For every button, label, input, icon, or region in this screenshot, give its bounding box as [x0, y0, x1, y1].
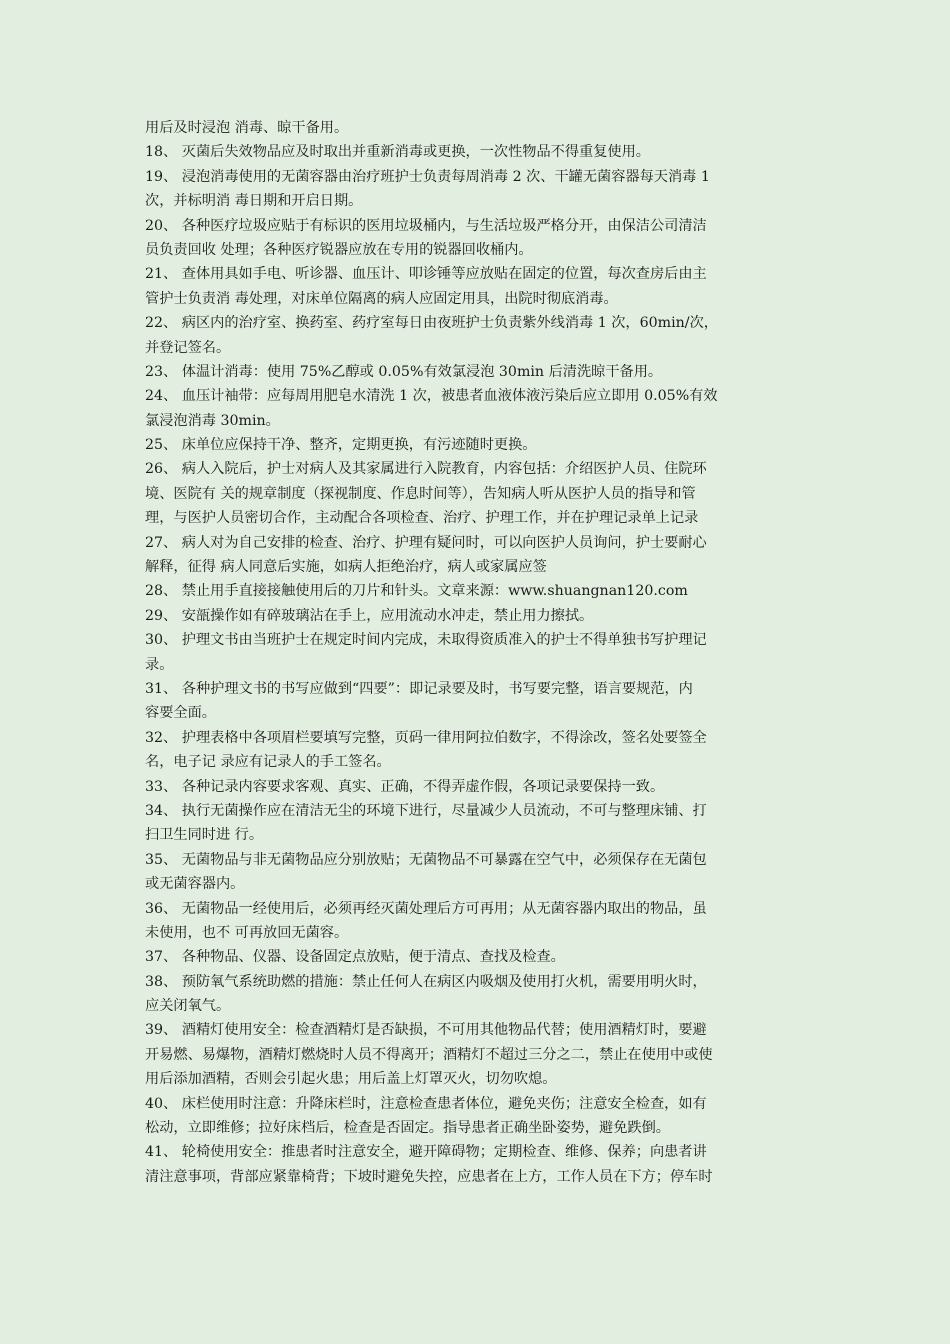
- text-line: 32、 护理表格中各项眉栏要填写完整，页码一律用阿拉伯数字，不得涂改，签名处要签全: [145, 729, 707, 746]
- text-line: 38、 预防氧气系统助燃的措施：禁止任何人在病区内吸烟及使用打火机，需要用明火时，: [145, 973, 707, 990]
- text-line: 31、 各种护理文书的书写应做到“四要”：即记录要及时，书写要完整，语言要规范，内: [145, 680, 693, 697]
- text-line: 27、 病人对为自己安排的检查、治疗、护理有疑问时，可以向医护人员询问，护士要耐心: [145, 534, 707, 551]
- text-line: 28、 禁止用手直接接触使用后的刀片和针头。文章来源：www.shuangnan120.com: [145, 583, 688, 600]
- text-line: 员负责回收 处理；各种医疗锐器应放在专用的锐器回收桶内。: [145, 241, 533, 258]
- text-line: 次，并标明消 毒日期和开启日期。: [145, 193, 363, 210]
- text-line: 扫卫生同时进 行。: [145, 827, 264, 844]
- text-line: 19、 浸泡消毒使用的无菌容器由治疗班护士负责每周消毒 2 次、干罐无菌容器每天消毒 1: [145, 168, 710, 185]
- text-line: 33、 各种记录内容要求客观、真实、正确，不得弄虚作假，各项记录要保持一致。: [145, 778, 665, 795]
- text-line: 录。: [145, 656, 174, 673]
- text-line: 用后及时浸泡 消毒、晾干备用。: [145, 120, 349, 136]
- text-line: 21、 查体用具如手电、听诊器、血压计、叩诊锤等应放贴在固定的位置，每次查房后由主: [145, 266, 707, 283]
- text-line: 解释，征得 病人同意后实施，如病人拒绝治疗，病人或家属应签: [145, 559, 547, 576]
- text-line: 22、 病区内的治疗室、换药室、药疗室每日由夜班护士负责紫外线消毒 1 次，60min/次，: [145, 315, 718, 332]
- text-line: 25、 床单位应保持干净、整齐，定期更换，有污迹随时更换。: [145, 437, 537, 454]
- text-line: 境、医院有 关的规章制度（探视制度、作息时间等），告知病人听从医护人员的指导和管: [145, 485, 696, 502]
- text-line: 清注意事项，背部应紧靠椅背；下坡时避免失控，应患者在上方，工作人员在下方；停车时: [145, 1168, 713, 1185]
- text-line: 37、 各种物品、仪器、设备固定点放贴，便于清点、查找及检查。: [145, 949, 565, 966]
- text-line: 应关闭氧气。: [145, 998, 231, 1015]
- text-line: 26、 病人入院后，护士对病人及其家属进行入院教育，内容包括：介绍医护人员、住院环: [145, 461, 707, 478]
- text-line: 39、 酒精灯使用安全：检查酒精灯是否缺损，不可用其他物品代替；使用酒精灯时，要避: [145, 1022, 707, 1039]
- text-line: 未使用，也不 可再放回无菌容。: [145, 924, 349, 941]
- text-line: 开易燃、易爆物，酒精灯燃烧时人员不得离开；酒精灯不超过三分之二，禁止在使用中或使: [145, 1046, 713, 1063]
- text-line: 36、 无菌物品一经使用后，必须再经灭菌处理后方可再用；从无菌容器内取出的物品，虽: [145, 900, 707, 917]
- text-line: 41、 轮椅使用安全：推患者时注意安全，避开障碍物；定期检查、维修、保养；向患者讲: [145, 1144, 707, 1161]
- text-line: 松动，立即维修；拉好床档后，检查是否固定。指导患者正确坐卧姿势，避免跌倒。: [145, 1120, 670, 1137]
- text-line: 或无菌容器内。: [145, 876, 245, 893]
- text-line: 23、 体温计消毒：使用 75%乙醇或 0.05%有效氯浸泡 30min 后清洗晾干备用。: [145, 363, 663, 380]
- text-line: 名，电子记 录应有记录人的手工签名。: [145, 754, 391, 771]
- text-line: 30、 护理文书由当班护士在规定时间内完成，未取得资质准入的护士不得单独书写护理记: [145, 632, 707, 649]
- text-line: 氯浸泡消毒 30min。: [145, 412, 280, 429]
- text-line: 管护士负责消 毒处理，对床单位隔离的病人应固定用具，出院时彻底消毒。: [145, 290, 618, 307]
- text-line: 24、 血压计袖带：应每周用肥皂水清洗 1 次，被患者血液体液污染后应立即用 0.05%有效: [145, 388, 718, 405]
- text-line: 20、 各种医疗垃圾应贴于有标识的医用垃圾桶内，与生活垃圾严格分开，由保洁公司清洁: [145, 217, 707, 234]
- text-line: 用后添加酒精，否则会引起火患；用后盖上灯罩灭火，切勿吹熄。: [145, 1071, 557, 1088]
- text-line: 34、 执行无菌操作应在清洁无尘的环境下进行，尽量减少人员流动，不可与整理床铺、打: [145, 802, 707, 819]
- text-line: 40、 床栏使用时注意：升降床栏时，注意检查患者体位，避免夹伤；注意安全检查，如有: [145, 1095, 707, 1112]
- text-line: 29、 安瓿操作如有碎玻璃沾在手上，应用流动水冲走，禁止用力擦拭。: [145, 607, 594, 624]
- text-line: 18、 灭菌后失效物品应及时取出并重新消毒或更换，一次性物品不得重复使用。: [145, 144, 650, 161]
- text-line: 容要全面。: [145, 705, 216, 722]
- text-line: 并登记签名。: [145, 339, 231, 356]
- text-line: 35、 无菌物品与非无菌物品应分别放贴；无菌物品不可暴露在空气中，必须保存在无菌包: [145, 851, 707, 868]
- text-line: 理，与医护人员密切合作，主动配合各项检查、治疗、护理工作，并在护理记录单上记录: [145, 510, 699, 527]
- document-body: [145, 116, 809, 1189]
